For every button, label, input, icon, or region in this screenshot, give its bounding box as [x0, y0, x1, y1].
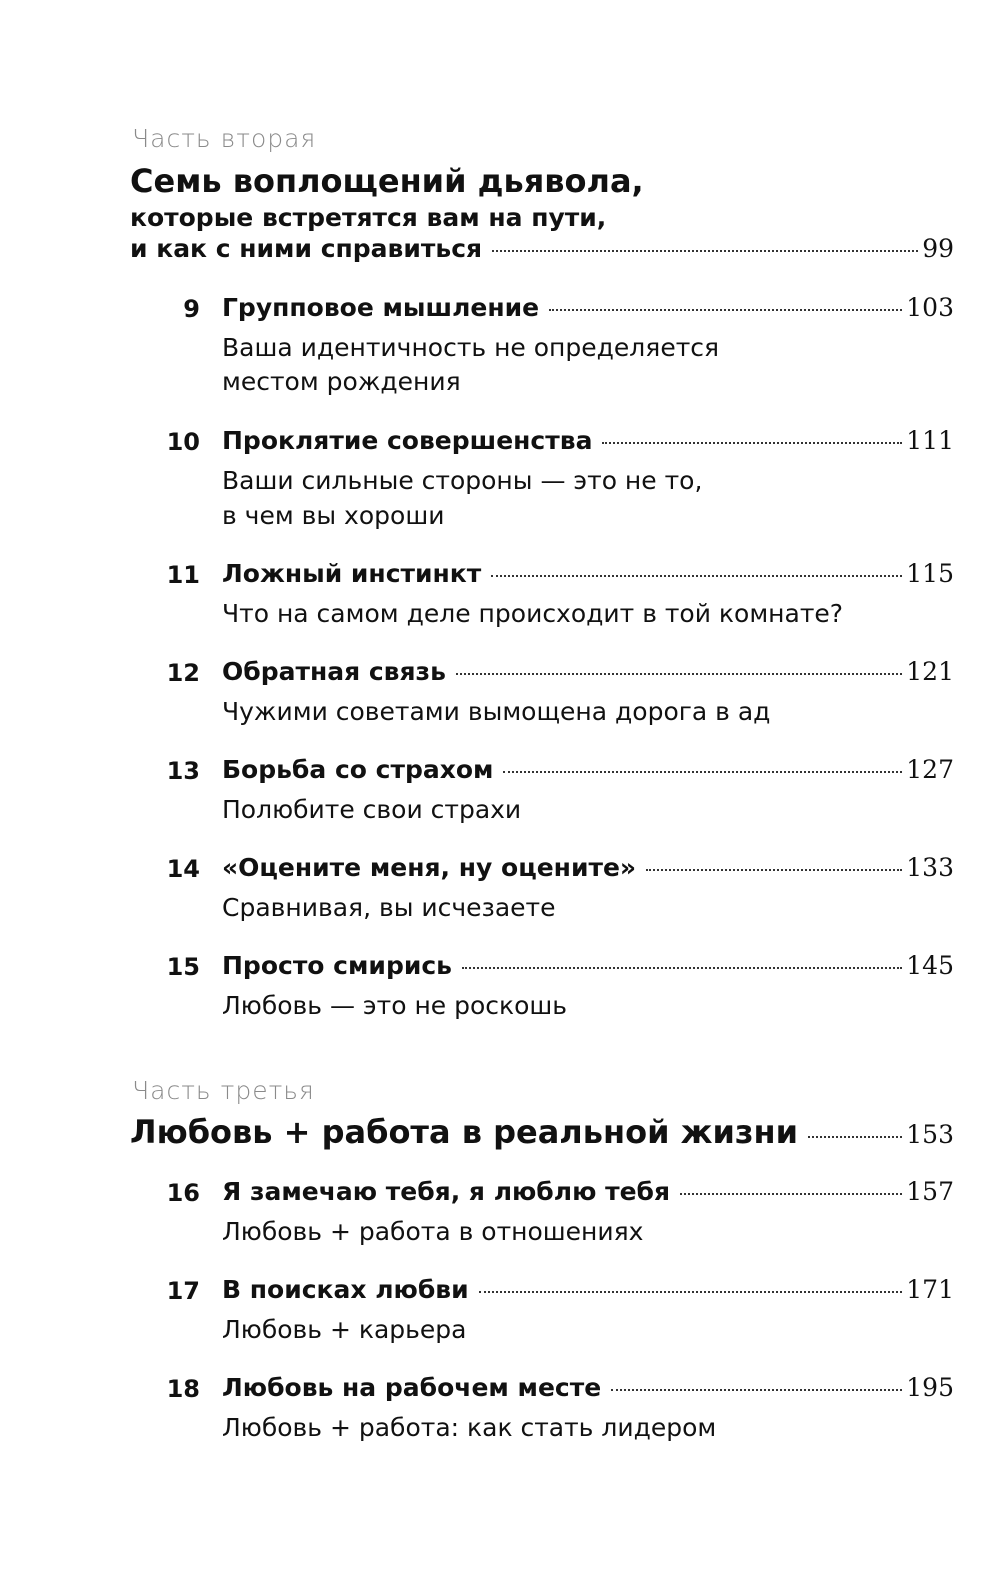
chapter-title: В поисках любви [222, 1275, 469, 1304]
dot-leader [462, 967, 902, 969]
page-number: 121 [906, 657, 954, 686]
toc-entry-chapter-18[interactable] [222, 1373, 954, 1402]
toc-entry-chapter-10[interactable] [222, 426, 954, 455]
dot-leader [680, 1193, 902, 1195]
part-two-subtitle-row[interactable] [130, 234, 954, 263]
chapter-title: Борьба со страхом [222, 755, 494, 784]
chapter-number: 10 [166, 428, 200, 456]
chapter-subtitle: Сравнивая, вы исчезаете [222, 893, 556, 922]
part-two-title: Семь воплощений дьявола, [130, 162, 644, 200]
chapter-subtitle: в чем вы хороши [222, 501, 445, 530]
chapter-subtitle: местом рождения [222, 367, 461, 396]
chapter-subtitle: Любовь + карьера [222, 1315, 467, 1344]
chapter-subtitle: Любовь — это не роскошь [222, 991, 568, 1020]
chapter-title: Групповое мышление [222, 293, 540, 322]
toc-entry-chapter-12[interactable] [222, 657, 954, 686]
part-two-subtitle-line1: которые встретятся вам на пути, [130, 203, 607, 232]
page-number: 133 [906, 853, 954, 882]
page-number: 171 [906, 1275, 954, 1304]
page-number: 153 [906, 1120, 954, 1149]
page-number: 195 [906, 1373, 954, 1402]
chapter-number: 12 [166, 659, 200, 687]
dot-leader [479, 1291, 903, 1293]
dot-leader [611, 1389, 902, 1391]
page-number: 115 [906, 559, 954, 588]
chapter-subtitle: Любовь + работа: как стать лидером [222, 1413, 717, 1442]
chapter-title: Я замечаю тебя, я люблю тебя [222, 1177, 671, 1206]
chapter-subtitle: Любовь + работа в отношениях [222, 1217, 644, 1246]
part-two-subtitle-line2: и как с ними справиться [130, 234, 483, 263]
part-three-title: Любовь + работа в реальной жизни [130, 1113, 799, 1151]
part-three-title-row[interactable] [130, 1113, 954, 1151]
chapter-title: Проклятие совершенства [222, 426, 593, 455]
chapter-title: Ложный инстинкт [222, 559, 482, 588]
chapter-number: 18 [166, 1375, 200, 1403]
toc-entry-chapter-11[interactable] [222, 559, 954, 588]
chapter-title: Просто смирись [222, 951, 452, 980]
chapter-title: «Оцените меня, ну оцените» [222, 853, 637, 882]
part-three-label: Часть третья [132, 1076, 315, 1105]
page-number: 103 [906, 293, 954, 322]
toc-entry-chapter-16[interactable] [222, 1177, 954, 1206]
chapter-subtitle: Чужими советами вымощена дорога в ад [222, 697, 771, 726]
dot-leader [602, 442, 902, 444]
page-number: 99 [922, 234, 954, 263]
chapter-title: Обратная связь [222, 657, 446, 686]
dot-leader [492, 250, 918, 252]
toc-entry-chapter-14[interactable] [222, 853, 954, 882]
toc-entry-chapter-15[interactable] [222, 951, 954, 980]
chapter-number: 11 [166, 561, 200, 589]
chapter-number: 9 [183, 295, 200, 323]
toc-entry-chapter-13[interactable] [222, 755, 954, 784]
page-number: 127 [906, 755, 954, 784]
dot-leader [503, 771, 902, 773]
chapter-number: 14 [166, 855, 200, 883]
dot-leader [808, 1136, 902, 1138]
part-two-label: Часть вторая [132, 124, 317, 153]
toc-entry-chapter-9[interactable] [222, 293, 954, 322]
chapter-number: 15 [166, 953, 200, 981]
chapter-subtitle: Полюбите свои страхи [222, 795, 522, 824]
page-number: 145 [906, 951, 954, 980]
dot-leader [491, 575, 902, 577]
page-number: 157 [906, 1177, 954, 1206]
chapter-title: Любовь на рабочем месте [222, 1373, 602, 1402]
chapter-subtitle: Что на самом деле происходит в той комнате? [222, 599, 844, 628]
chapter-number: 16 [166, 1179, 200, 1207]
toc-entry-chapter-17[interactable] [222, 1275, 954, 1304]
chapter-subtitle: Ваши сильные стороны — это не то, [222, 466, 703, 495]
chapter-subtitle: Ваша идентичность не определяется [222, 333, 720, 362]
chapter-number: 13 [166, 757, 200, 785]
dot-leader [549, 309, 902, 311]
dot-leader [646, 869, 902, 871]
dot-leader [456, 673, 902, 675]
chapter-number: 17 [166, 1277, 200, 1305]
page-number: 111 [906, 426, 954, 455]
